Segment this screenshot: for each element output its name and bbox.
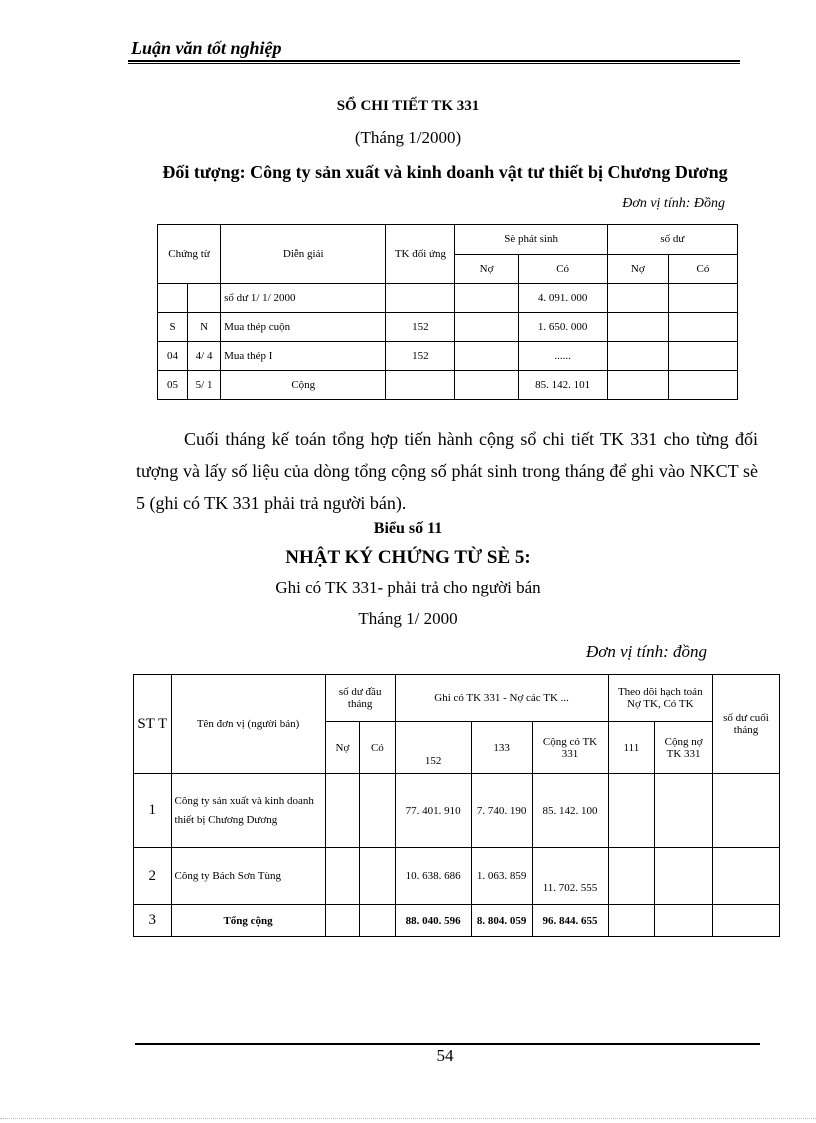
col-tk-doi-ung: TK đối ứng [386, 225, 455, 284]
cell-du-no [607, 313, 668, 342]
table-row [134, 848, 780, 905]
cell-111 [608, 905, 655, 937]
cell-total: 85. 142. 100 [532, 774, 608, 848]
col-dau-no: Nợ [325, 722, 359, 774]
col-ps-co: Có [518, 254, 607, 284]
cell-desc: Cộng [221, 371, 386, 400]
col-du-no: Nợ [607, 254, 668, 284]
cell-133: 7. 740. 190 [471, 774, 532, 848]
cell-du-no [607, 342, 668, 371]
cell-tk [386, 371, 455, 400]
ledger-unit: Đơn vị tính: Đồng [622, 196, 725, 211]
cell-du-co [668, 371, 737, 400]
col-so-phat-sinh: Sè phát sinh [455, 225, 607, 255]
cell-ref-b [188, 284, 221, 313]
col-so-du-cuoi: số dư cuối tháng [712, 675, 779, 774]
journal-label: Biểu số 11 [373, 520, 443, 537]
cell-co: 85. 142. 101 [518, 371, 607, 400]
ledger-month: (Tháng 1/2000) [354, 128, 462, 147]
cell-ref-b: 5/ 1 [188, 371, 221, 400]
journal-title: NHẬT KÝ CHỨNG TỪ SÈ 5: [285, 547, 531, 568]
cell-desc: Mua thép I [221, 342, 386, 371]
cell-co: 4. 091. 000 [518, 284, 607, 313]
cell-du-no [607, 371, 668, 400]
col-du-co: Có [668, 254, 737, 284]
cell-total: 96. 844. 655 [532, 905, 608, 937]
cell-111 [608, 774, 655, 848]
journal-subtitle: Ghi có TK 331- phải trả cho người bán [275, 578, 541, 597]
cell-152: 77. 401. 910 [395, 774, 471, 848]
cell-no [455, 313, 518, 342]
col-ps-no: Nợ [455, 254, 518, 284]
cell-cong-no [655, 848, 713, 905]
cell-133: 8. 804. 059 [471, 905, 532, 937]
col-dien-giai: Diễn giải [221, 225, 386, 284]
cell-desc: Mua thép cuộn [221, 313, 386, 342]
cell-tk: 152 [386, 313, 455, 342]
ledger-title: SỔ CHI TIẾT TK 331 [336, 98, 480, 114]
cell-no [455, 371, 518, 400]
cell-dau-co [360, 848, 395, 905]
cell-name: Công ty sản xuất và kinh doanh thiết bị Chương Dương [171, 774, 325, 848]
col-theo-doi: Theo dõi hạch toán Nợ TK, Có TK [608, 675, 712, 722]
cell-tk: 152 [386, 342, 455, 371]
cell-dau-no [325, 905, 359, 937]
cell-dau-no [325, 774, 359, 848]
page-edge [0, 1118, 816, 1119]
cell-no [455, 342, 518, 371]
col-chung-tu: Chứng từ [158, 225, 221, 284]
cell-name: Tổng cộng [171, 905, 325, 937]
journal-table [133, 674, 780, 937]
cell-ref-a [158, 284, 188, 313]
cell-du-cuoi [712, 905, 779, 937]
header-rule [128, 60, 740, 62]
cell-no [455, 284, 518, 313]
table-row [158, 313, 738, 342]
col-cong-co: Cộng có TK 331 [532, 722, 608, 774]
cell-152: 88. 040. 596 [395, 905, 471, 937]
col-tk152: 152 [395, 722, 471, 774]
cell-ref-a: 04 [158, 342, 188, 371]
cell-du-cuoi [712, 774, 779, 848]
header-rule-thin [128, 63, 740, 64]
cell-desc: số dư 1/ 1/ 2000 [221, 284, 386, 313]
cell-dau-co [360, 905, 395, 937]
cell-133: 1. 063. 859 [471, 848, 532, 905]
col-ten-don-vi: Tên đơn vị (người bán) [171, 675, 325, 774]
col-tk111: 111 [608, 722, 655, 774]
cell-ref-a: S [158, 313, 188, 342]
cell-cong-no [655, 905, 713, 937]
ledger-table [157, 224, 738, 400]
cell-tk [386, 284, 455, 313]
table-row [158, 342, 738, 371]
cell-152: 10. 638. 686 [395, 848, 471, 905]
table-row [158, 371, 738, 400]
table-row [158, 284, 738, 313]
cell-total: 11. 702. 555 [532, 848, 608, 905]
table-row [134, 774, 780, 848]
body-paragraph: Cuối tháng kế toán tổng hợp tiến hành cộng sổ chi tiết TK 331 cho từng đối tượng và lấy số liệu của dòng tổng cộng số phát sinh trong tháng để ghi vào NKCT sè 5 (ghi có TK 331 phải trả người bán). [136, 429, 758, 513]
cell-name: Công ty Bách Sơn Tùng [171, 848, 325, 905]
cell-stt: 3 [134, 905, 172, 937]
cell-co: 1. 650. 000 [518, 313, 607, 342]
cell-du-co [668, 342, 737, 371]
col-so-du-dau: số dư đầu tháng [325, 675, 395, 722]
cell-co: ...... [518, 342, 607, 371]
col-cong-no: Cộng nợ TK 331 [655, 722, 713, 774]
ledger-subject: Đối tượng: Công ty sản xuất và kinh doanh vật tư thiết bị Chương Dương [162, 162, 728, 182]
cell-dau-no [325, 848, 359, 905]
journal-unit: Đơn vị tính: đồng [586, 642, 707, 661]
col-ghi-co: Ghi có TK 331 - Nợ các TK ... [395, 675, 608, 722]
cell-stt: 2 [134, 848, 172, 905]
table-row [134, 905, 780, 937]
page-number: 54 [436, 1046, 454, 1065]
cell-stt: 1 [134, 774, 172, 848]
cell-ref-b: N [188, 313, 221, 342]
cell-ref-b: 4/ 4 [188, 342, 221, 371]
cell-cong-no [655, 774, 713, 848]
col-tk133: 133 [471, 722, 532, 774]
col-so-du: số dư [607, 225, 737, 255]
cell-du-cuoi [712, 848, 779, 905]
footer-rule [135, 1043, 760, 1045]
cell-du-no [607, 284, 668, 313]
cell-du-co [668, 313, 737, 342]
col-stt: ST T [134, 675, 172, 774]
cell-du-co [668, 284, 737, 313]
cell-dau-co [360, 774, 395, 848]
cell-111 [608, 848, 655, 905]
col-dau-co: Có [360, 722, 395, 774]
header-title: Luận văn tốt nghiệp [131, 38, 282, 58]
cell-ref-a: 05 [158, 371, 188, 400]
journal-month: Tháng 1/ 2000 [358, 609, 458, 628]
